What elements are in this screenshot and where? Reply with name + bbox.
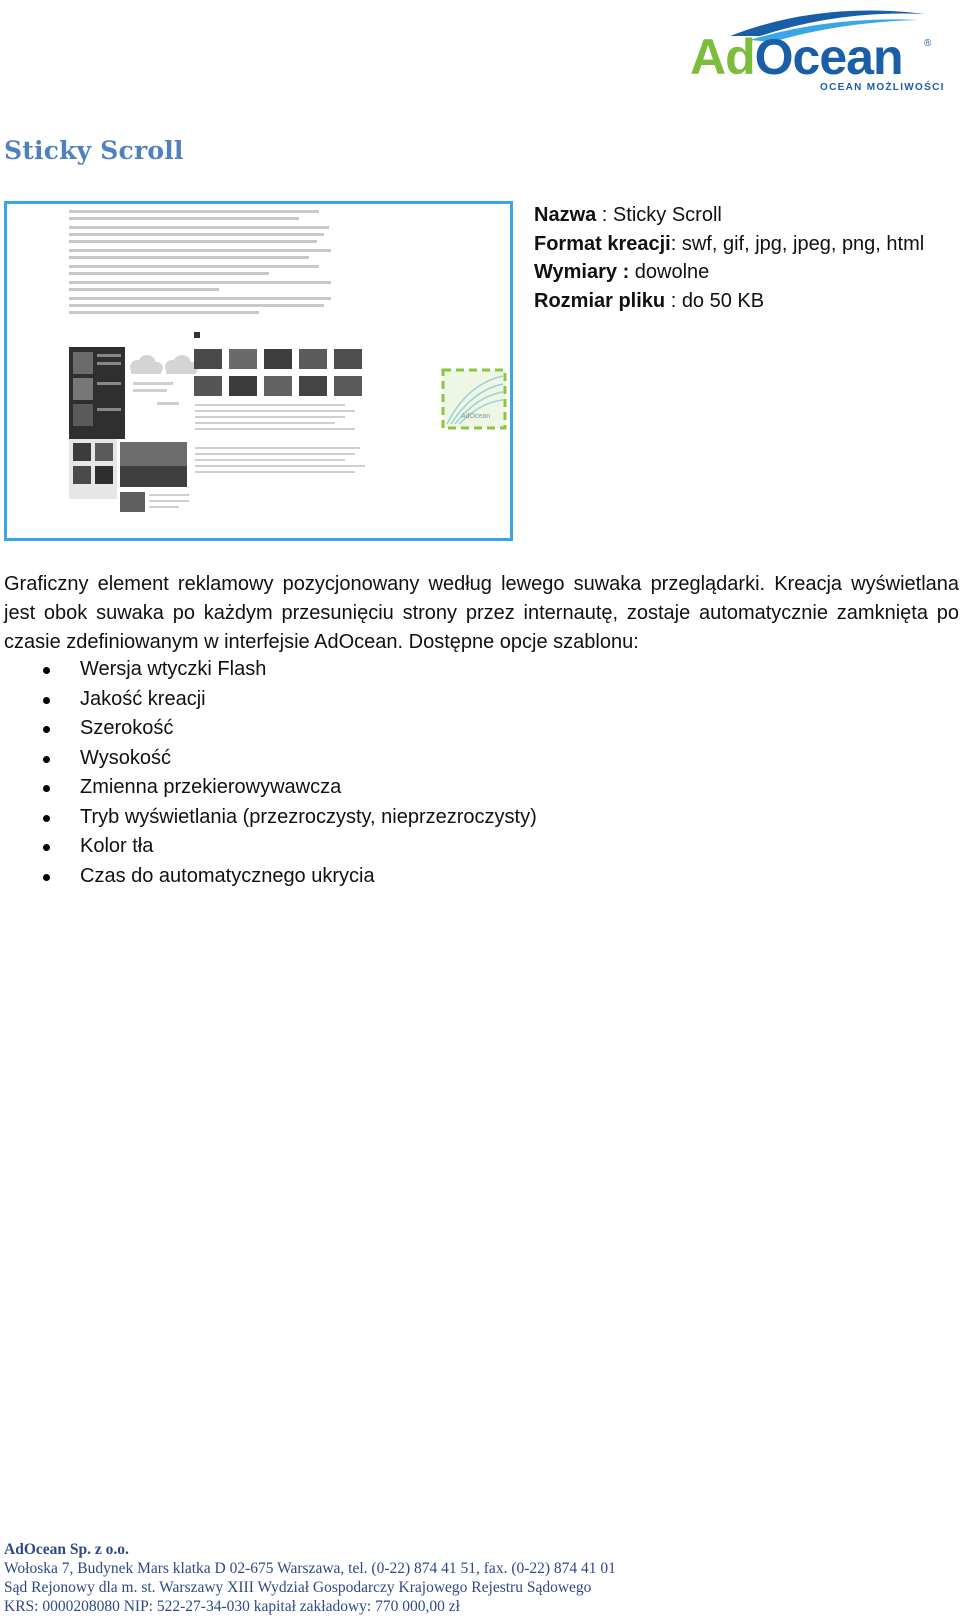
adocean-logo [690, 6, 952, 92]
logo-graphic [690, 6, 952, 92]
logo-brand-ad: Ad [690, 29, 755, 85]
option-height: Wysokość [0, 744, 537, 774]
sticky-scroll-widget [443, 370, 505, 428]
spec-list [534, 201, 924, 315]
option-display-mode: Tryb wyświetlania (przezroczysty, nieprzezroczysty) [0, 803, 537, 833]
footer-address: Wołoska 7, Budynek Mars klatka D 02-675 Warszawa, tel. (0-22) 874 41 51, fax. (0-22) 874 41 01 [4, 1560, 616, 1577]
option-quality: Jakość kreacji [0, 685, 537, 715]
footer-registry: KRS: 0000208080 NIP: 522-27-34-030 kapitał zakładowy: 770 000,00 zł [4, 1598, 460, 1615]
spec-format: Format kreacji: swf, gif, jpg, jpeg, png, html [534, 232, 925, 255]
description-paragraph: Graficzny element reklamowy pozycjonowany według lewego suwaka przeglądarki. Kreacja wyświetlana jest obok suwaka po każdym przesunięciu strony przez internautę, zostaje automatycznie zamknięta po czasie zdefiniowanym w interfejsie AdOcean. Dostępne opcje szablonu: [4, 573, 959, 653]
preview-illustration [7, 204, 510, 538]
option-redirect-variable: Zmienna przekierowywawcza [0, 773, 537, 803]
logo-tagline: OCEAN MOŻLIWOŚCI [820, 82, 945, 92]
company-footer [4, 1540, 616, 1616]
weather-cloud-icon [130, 355, 198, 374]
logo-brand-ocean: Ocean [754, 29, 903, 85]
svg-text:AdOcean [690, 29, 903, 85]
widget-logo-text: AdOcean [461, 413, 491, 420]
option-background-color: Kolor tła [0, 832, 537, 862]
spec-name: Nazwa : Sticky Scroll [534, 204, 722, 226]
logo-registered-mark: ® [924, 38, 932, 49]
article-text-block [69, 210, 331, 314]
preview-image [4, 201, 513, 541]
spec-dimensions: Wymiary : dowolne [534, 261, 710, 283]
option-auto-hide-time: Czas do automatycznego ukrycia [0, 862, 537, 892]
spec-file-size: Rozmiar pliku : do 50 KB [534, 289, 765, 312]
page-title: Sticky Scroll [4, 136, 184, 165]
footer-court: Sąd Rejonowy dla m. st. Warszawy XIII Wydział Gospodarczy Krajowego Rejestru Sądowego [4, 1579, 592, 1596]
photo-gallery [194, 349, 362, 396]
footer-company-name: AdOcean Sp. z o.o. [4, 1541, 129, 1558]
news-list [195, 404, 365, 473]
option-flash-version: Wersja wtyczki Flash [0, 655, 537, 685]
option-width: Szerokość [0, 714, 537, 744]
template-options-list [0, 655, 537, 891]
